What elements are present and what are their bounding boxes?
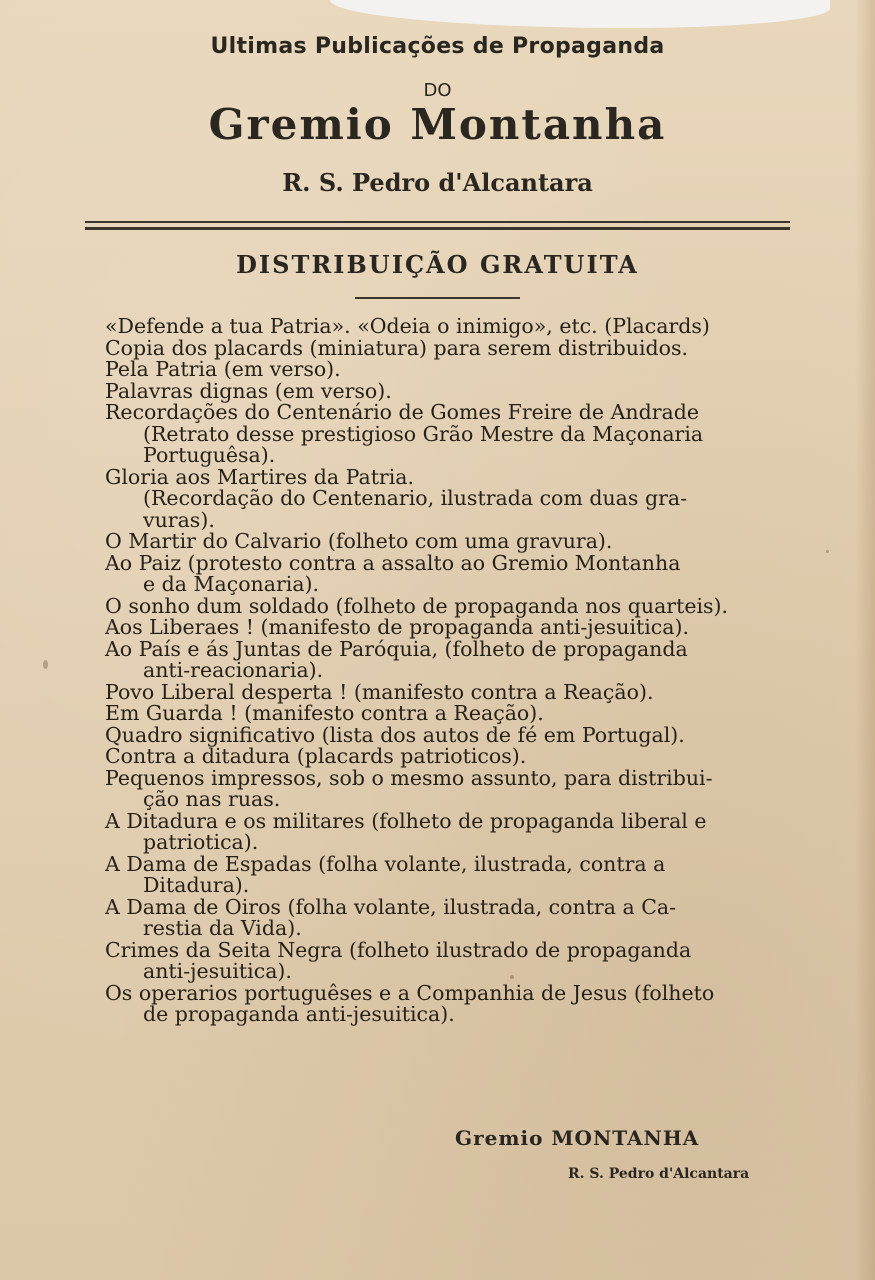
publication-item	[105, 593, 795, 618]
section-title: DISTRIBUIÇÃO GRATUITA	[236, 250, 639, 279]
publication-item	[105, 550, 795, 596]
publication-continuation: vuras).	[143, 507, 215, 532]
paper-spot	[510, 975, 514, 979]
publication-item	[105, 679, 795, 704]
publication-continuation: (Retrato desse prestigioso Grão Mestre da Maçonaria	[143, 421, 704, 446]
publication-title: Em Guarda ! (manifesto contra a Reação).	[105, 701, 544, 725]
publication-continuation: ção nas ruas.	[143, 787, 281, 811]
publication-title: O sonho dum soldado (folheto de propaganda nos quarteis).	[105, 593, 729, 618]
signature-name: Gremio MONTANHA	[455, 1126, 700, 1150]
publication-continuation: Ditadura).	[143, 873, 250, 897]
publication-title: A Ditadura e os militares (folheto de propaganda liberal e	[105, 808, 707, 833]
organization-address: R. S. Pedro d'Alcantara	[282, 168, 593, 197]
publication-continuation: de propaganda anti-jesuitica).	[143, 1002, 455, 1026]
publication-title: A Dama de Oiros (folha volante, ilustrada, contra a Ca-	[105, 894, 677, 919]
publication-item	[105, 894, 795, 940]
publication-title: Pela Patria (em verso).	[105, 357, 341, 381]
publication-item	[105, 722, 795, 747]
publication-continuation: Portuguêsa).	[143, 443, 276, 467]
publication-title: Palavras dignas (em verso).	[105, 378, 392, 403]
double-divider	[85, 221, 790, 230]
publication-item	[105, 746, 795, 768]
publication-title: «Defende a tua Patria». «Odeia o inimigo», etc. (Placards)	[105, 314, 710, 338]
header-title: Ultimas Publicações de Propaganda	[210, 34, 665, 59]
publication-title: A Dama de Espadas (folha volante, ilustrada, contra a	[105, 851, 666, 876]
publication-item	[105, 703, 795, 725]
publication-item	[105, 765, 795, 811]
publication-title: Gloria aos Martires da Patria.	[105, 464, 415, 489]
publication-item	[105, 851, 795, 897]
publication-title: Recordações do Centenário de Gomes Freire de Andrade	[105, 400, 699, 424]
publication-item	[105, 636, 795, 682]
publication-continuation: (Recordação do Centenario, ilustrada com duas gra-	[143, 486, 688, 510]
publication-item	[105, 316, 795, 338]
publication-continuation: e da Maçonaria).	[143, 572, 320, 596]
publication-title: Ao Paiz (protesto contra a assalto ao Gremio Montanha	[105, 550, 681, 575]
publication-item	[105, 808, 795, 854]
publication-title: Contra a ditadura (placards patrioticos).	[105, 744, 527, 768]
publication-title: Pequenos impressos, sob o mesmo assunto, para distribui-	[105, 765, 713, 790]
publication-continuation: anti-reacionaria).	[143, 658, 324, 682]
publication-continuation: restia da Vida).	[143, 916, 302, 940]
torn-corner	[330, 0, 830, 28]
publication-title: Copia dos placards (miniatura) para serem distribuidos.	[105, 335, 689, 360]
header-do: DO	[423, 80, 452, 101]
publication-title: Quadro significativo (lista dos autos de fé em Portugal).	[105, 722, 685, 747]
publication-item	[105, 464, 795, 532]
signature-address: R. S. Pedro d'Alcantara	[568, 1166, 750, 1182]
publication-continuation: patriotica).	[143, 830, 259, 854]
organization-name: Gremio Montanha	[208, 100, 667, 149]
publication-item	[105, 335, 795, 360]
publication-item	[105, 402, 795, 467]
publication-title: Os operarios portuguêses e a Companhia de Jesus (folheto	[105, 980, 715, 1005]
publication-continuation: anti-jesuitica).	[143, 959, 292, 983]
paper-spot	[826, 550, 829, 553]
publication-list	[105, 316, 795, 1026]
publication-item	[105, 937, 795, 983]
short-divider	[355, 297, 520, 299]
publication-title: Crimes da Seita Negra (folheto ilustrado de propaganda	[105, 937, 692, 962]
paper-spot	[43, 660, 48, 669]
publication-title: Povo Liberal desperta ! (manifesto contra a Reação).	[105, 679, 654, 704]
publication-item	[105, 531, 795, 553]
publication-item	[105, 980, 795, 1026]
publication-item	[105, 359, 795, 381]
publication-title: Ao País e ás Juntas de Paróquia, (folheto de propaganda	[105, 636, 688, 661]
publication-item	[105, 617, 795, 639]
publication-title: O Martir do Calvario (folheto com uma gravura).	[105, 529, 613, 553]
publication-item	[105, 378, 795, 403]
publication-title: Aos Liberaes ! (manifesto de propaganda anti-jesuitica).	[105, 615, 690, 639]
